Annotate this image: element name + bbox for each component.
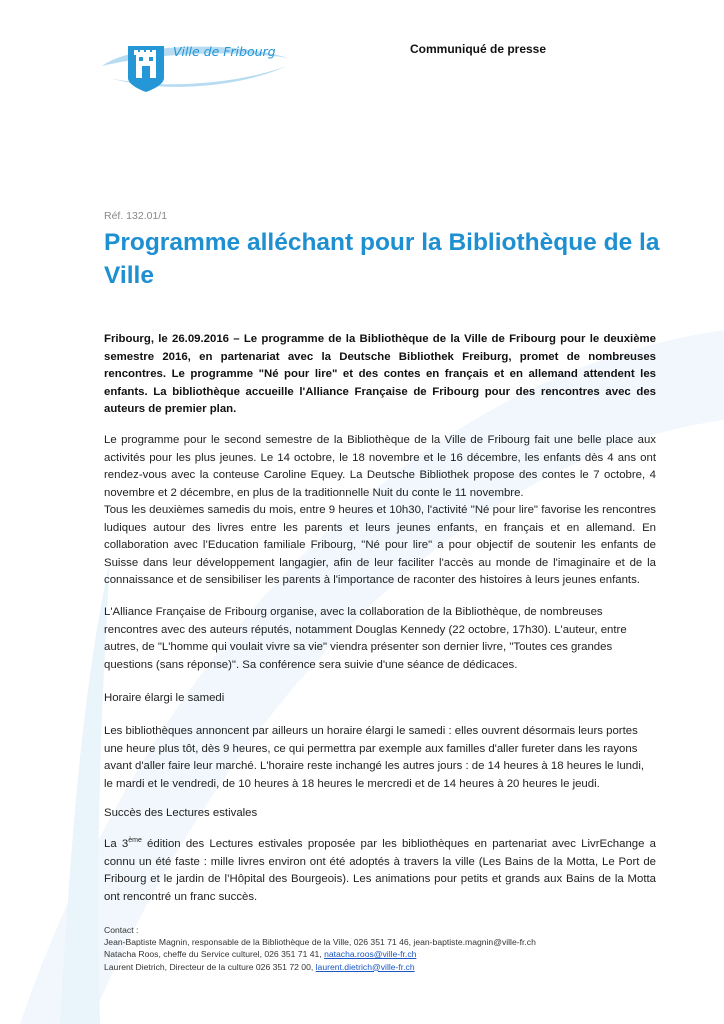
press-release-label: Communiqué de presse <box>410 42 547 56</box>
email-link-natacha[interactable]: natacha.roos@ville-fr.ch <box>324 949 417 960</box>
contact-line: Jean-Baptiste Magnin, responsable de la Bibliothèque de la Ville, 026 351 71 46, jean-baptiste.magnin@ville-fr.ch <box>104 937 536 948</box>
logo-text: Ville de Fribourg <box>173 44 276 59</box>
reference-number: Réf. 132.01/1 <box>104 210 168 222</box>
contact-line <box>104 961 664 973</box>
city-logo <box>100 38 290 94</box>
contact-text: Natacha Roos, cheffe du Service culturel, 026 351 71 41, <box>104 949 325 960</box>
page-title: Programme alléchant pour la Bibliothèque de la Ville <box>104 229 660 289</box>
paragraph-text: Tous les deuxièmes samedis du mois, entre 9 heures et 10h30, l'activité "Né pour lire" favorise les rencontres ludiques autour des livres entre les parents et leurs jeunes enfants, en français et en allemand. En collaboration avec l’Education familiale Fribourg, "Né pour lire" a pour objectif de soutenir les enfants de Suisse dans leur développement langagier, afin de leur faciliter l'accès au monde de l'imaginaire et de la connaissance et de sensibiliser les parents à l'importance de raconter des histoires à leurs jeunes enfants. <box>104 504 656 586</box>
contact-block <box>104 924 664 973</box>
paragraph-text: édition des Lectures estivales proposée par les bibliothèques en partenariat avec LivrEchange a connu un été faste : mille livres environ ont été adoptés à travers la ville (Les Bains de la Motta, Le Port de Fribourg et le jardin de l’Hôpital des Bourgeois). Les animations pour petits et grands aux Bains de la Motta ont rencontré un franc succès. <box>104 838 656 903</box>
paragraph-text: Le programme pour le second semestre de la Bibliothèque de la Ville de Fribourg fait une belle place aux activités pour les plus jeunes. Le 14 octobre, le 18 novembre et le 16 décembre, les enfants dès 4 ans ont rendez-vous avec la conteuse Caroline Equey. La Deutsche Bibliothek propose des contes le 7 octobre, 4 novembre et 2 décembre, en plus de la traditionnelle Nuit du conte le 11 novembre. <box>104 434 656 499</box>
section-heading-summer-readings: Succès des Lectures estivales <box>104 807 258 819</box>
paragraph-summer-readings <box>104 836 656 906</box>
lead-paragraph: Fribourg, le 26.09.2016 – Le programme de la Bibliothèque de la Ville de Fribourg pour le deuxième semestre 2016, en partenariat avec la Deutsche Bibliothek Freiburg, promet de nombreuses rencontres. Le programme "Né pour lire" et des contes en français et en allemand attendent les enfants. La bibliothèque accueille l'Alliance Française de Fribourg pour des rencontres avec des auteurs de premier plan. <box>104 333 656 415</box>
paragraph-saturday-hours: Les bibliothèques annoncent par ailleurs un horaire élargi le samedi : elles ouvrent désormais leurs portes une heure plus tôt, dès 9 heures, ce qui permettra par exemple aux familles d'aller fureter dans les rayons avant d'aller faire leur marché. L'horaire reste inchangé les autres jours : de 14 heures à 18 heures le lundi, le mardi et le vendredi, de 10 heures à 18 heures le mercredi et de 14 heures à 20 heures le jeudi. <box>104 725 645 790</box>
section-heading-saturday-hours: Horaire élargi le samedi <box>104 692 225 704</box>
paragraph-alliance-francaise: L'Alliance Française de Fribourg organise, avec la collaboration de la Bibliothèque, de nombreuses rencontres avec des auteurs réputés, notamment Douglas Kennedy (22 octobre, 17h30). L'auteur, entre autres, de "L'homme qui voulait vivre sa vie" viendra présenter son dernier livre, "Toutes ces grandes questions (sans réponse)". Sa conférence sera suivie d'une séance de dédicaces. <box>104 606 627 671</box>
contact-label: Contact : <box>104 925 139 935</box>
email-link-laurent[interactable]: laurent.dietrich@ville-fr.ch <box>315 961 415 972</box>
contact-text: Laurent Dietrich, Directeur de la culture 026 351 72 00, <box>104 961 316 972</box>
paragraph-children-program <box>104 432 656 590</box>
contact-line <box>104 948 664 960</box>
ordinal-superscript: ème <box>128 837 142 845</box>
paragraph-prefix: La 3 <box>104 838 129 850</box>
